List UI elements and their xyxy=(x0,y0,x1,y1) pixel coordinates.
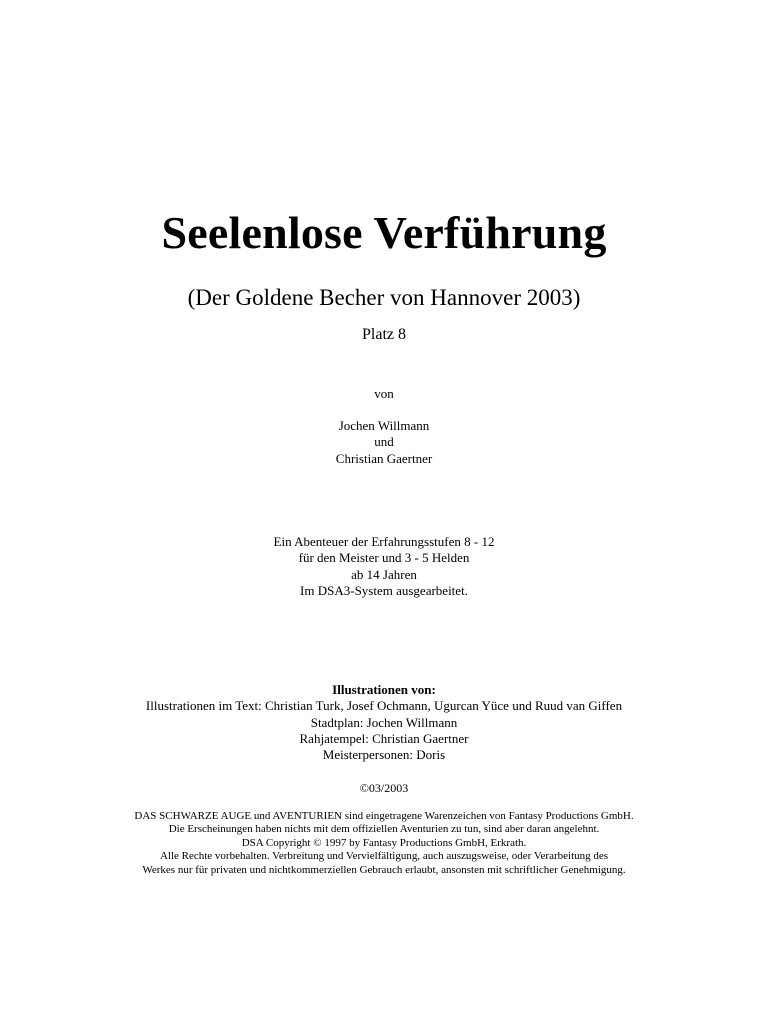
credit-line: Meisterpersonen: Doris xyxy=(322,747,446,763)
legal-line: DSA Copyright © 1997 by Fantasy Productions GmbH, Erkrath. xyxy=(241,836,527,849)
author-list xyxy=(0,418,768,467)
credit-line: Rahjatempel: Christian Gaertner xyxy=(299,730,469,746)
credit-line: Illustrationen im Text: Christian Turk, Josef Ochmann, Ugurcan Yüce und Ruud van Giffen xyxy=(145,698,623,714)
placement-text: Platz 8 xyxy=(362,326,406,343)
document-subtitle: (Der Goldene Becher von Hannover 2003) xyxy=(187,285,581,310)
info-line: Ein Abenteuer der Erfahrungsstufen 8 - 12 xyxy=(273,534,495,549)
author-conjunction: und xyxy=(374,434,394,450)
adventure-info xyxy=(0,534,768,599)
info-line: Im DSA3-System ausgearbeitet. xyxy=(300,582,468,598)
document-title: Seelenlose Verführung xyxy=(161,207,607,258)
copyright-date: ©03/2003 xyxy=(359,781,409,795)
author-name: Christian Gaertner xyxy=(335,450,433,466)
info-line: ab 14 Jahren xyxy=(351,566,417,582)
illustration-credits xyxy=(0,682,768,763)
legal-line: DAS SCHWARZE AUGE und AVENTURIEN sind eingetragene Warenzeichen von Fantasy Productions GmbH. xyxy=(134,810,634,822)
legal-line: Alle Rechte vorbehalten. Verbreitung und Vervielfältigung, auch auszugsweise, oder Verarbeitung des xyxy=(159,850,609,863)
illustration-heading: Illustrationen von: xyxy=(332,682,436,697)
legal-line: Werkes nur für privaten und nichtkommerziellen Gebrauch erlaubt, ansonsten mit schriftlicher Genehmigung. xyxy=(142,863,626,876)
byline-von: von xyxy=(374,386,394,401)
legal-notice xyxy=(0,810,768,877)
info-line: für den Meister und 3 - 5 Helden xyxy=(298,550,470,566)
credit-line: Stadtplan: Jochen Willmann xyxy=(310,714,458,730)
author-name: Jochen Willmann xyxy=(338,418,430,433)
legal-line: Die Erscheinungen haben nichts mit dem offiziellen Aventurien zu tun, sind aber daran angelehnt. xyxy=(168,823,600,836)
